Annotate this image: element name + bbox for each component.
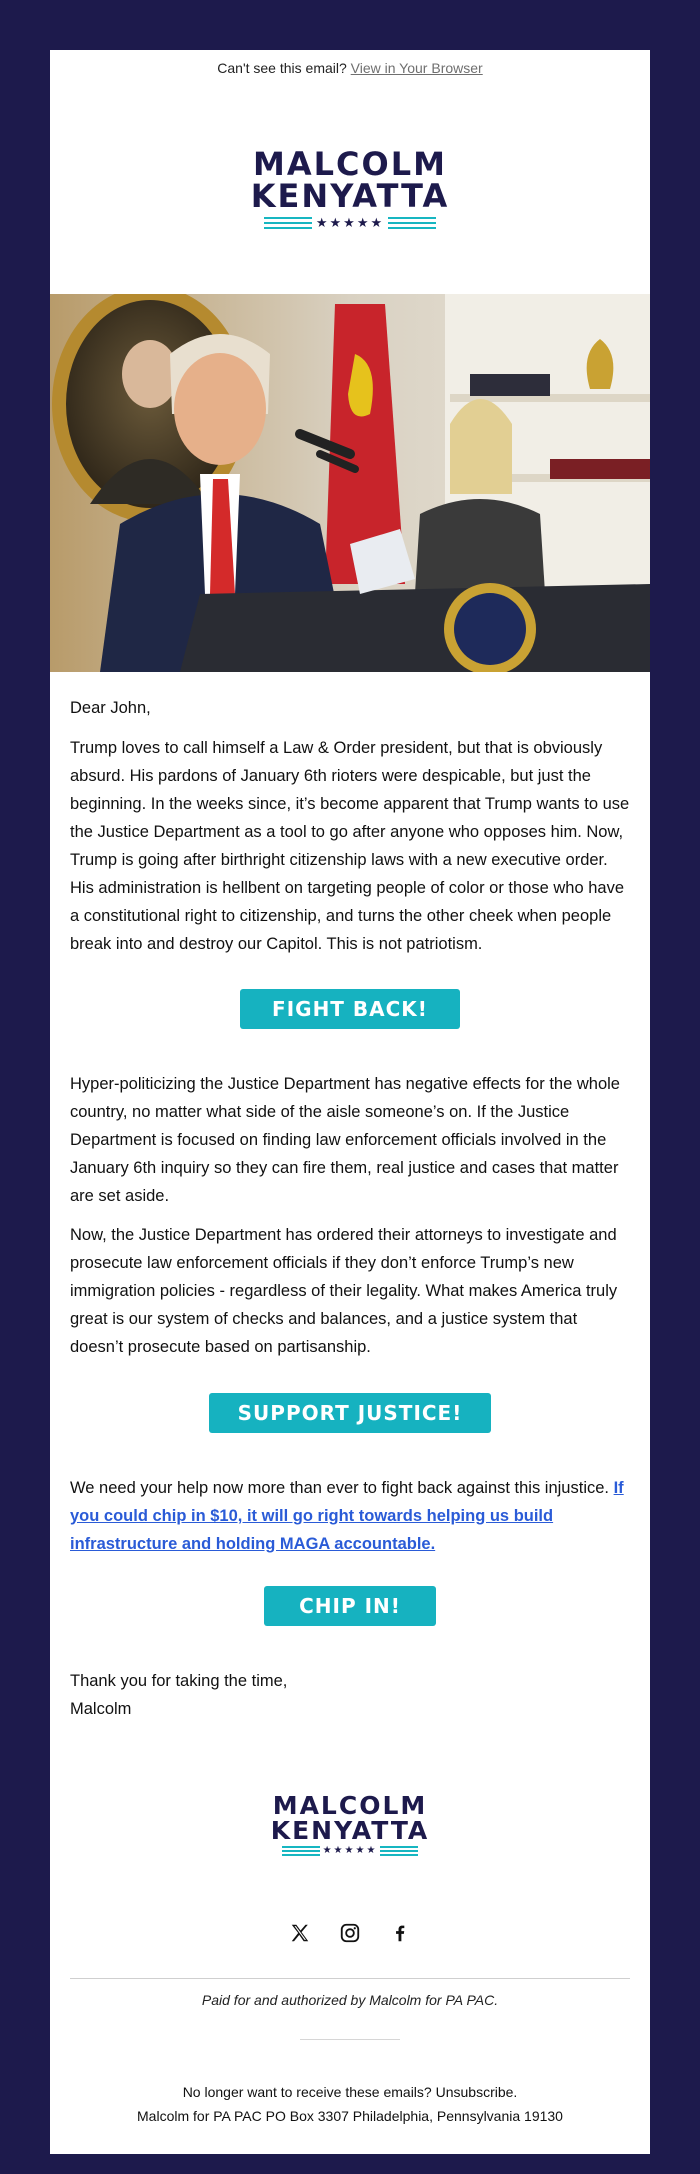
paid-for-disclaimer: Paid for and authorized by Malcolm for PA PAC. — [201, 1992, 499, 2008]
paragraph-2: Hyper-politicizing the Justice Department has negative effects for the whole country, no matter what side of the aisle someone’s on. If the Justice Department is focused on finding law enforcement officials involved in the January 6th inquiry so they can fire them, real justice and cases that matter are set aside. — [70, 1075, 620, 1205]
hero-image — [50, 294, 650, 672]
footer-logo-line-2: KENYATTA — [270, 1816, 430, 1845]
signature: Malcolm — [70, 1700, 132, 1718]
paragraph-4 — [70, 1474, 630, 1558]
paragraph-4-text: We need your help now more than ever to fight back against this injustice. — [70, 1479, 609, 1497]
chip-in-button[interactable]: CHIP IN! — [264, 1586, 436, 1626]
footer-logo-rule — [282, 1845, 419, 1856]
paragraph-3: Now, the Justice Department has ordered their attorneys to investigate and prosecute law enforcement officials if they don’t enforce Trump’s new immigration policies - regardless of their legality. What makes America truly great is our system of checks and balances, and a justice system that doesn’t prosecute based on partisanship. — [70, 1226, 618, 1356]
unsubscribe-text[interactable]: No longer want to receive these emails? Unsubscribe. — [182, 2084, 518, 2100]
logo-line-2: KENYATTA — [250, 177, 450, 215]
footer-logo-stars: ★★★★★ — [322, 1845, 378, 1856]
fight-back-button[interactable]: FIGHT BACK! — [240, 989, 460, 1029]
sign-off: Thank you for taking the time, — [70, 1672, 288, 1690]
support-justice-button[interactable]: SUPPORT JUSTICE! — [209, 1393, 491, 1433]
footer-divider — [70, 1978, 630, 1979]
footer-logo — [50, 1793, 650, 1856]
short-divider — [300, 2039, 400, 2040]
social-links — [50, 1922, 650, 1944]
cant-see-text: Can't see this email? — [217, 60, 347, 76]
email-card — [50, 50, 650, 2154]
browser-view-notice — [50, 60, 650, 76]
instagram-icon[interactable] — [339, 1922, 361, 1944]
mailing-address: Malcolm for PA PAC PO Box 3307 Philadelphia, Pennsylvania 19130 — [137, 2108, 563, 2124]
facebook-icon[interactable] — [389, 1922, 411, 1944]
logo-line-1: MALCOLM — [253, 145, 447, 183]
footer-logo-line-1: MALCOLM — [272, 1791, 428, 1820]
logo-rule — [264, 215, 436, 231]
logo-stars: ★★★★★ — [315, 215, 385, 230]
greeting: Dear John, — [70, 699, 151, 717]
paragraph-1: Trump loves to call himself a Law & Order president, but that is obviously absurd. His pardons of January 6th rioters were despicable, but just the beginning. In the weeks since, it’s become apparent that Trump wants to use the Justice Department as a tool to go after anyone who opposes him. Now, Trump is going after birthright citizenship laws with a new executive order. His administration is hellbent on targeting people of color or those who have a constitutional right to citizenship, and turns the other cheek when people break into and destroy our Capitol. This is not patriotism. — [70, 739, 630, 953]
x-icon[interactable] — [289, 1922, 311, 1944]
hero-photo — [50, 294, 650, 672]
top-logo — [50, 145, 650, 231]
chip-in-text-link[interactable]: If you could chip in $10, it will go right towards helping us build infrastructure and holding MAGA accountable. — [70, 1479, 624, 1553]
view-in-browser-link[interactable]: View in Your Browser — [350, 60, 483, 76]
